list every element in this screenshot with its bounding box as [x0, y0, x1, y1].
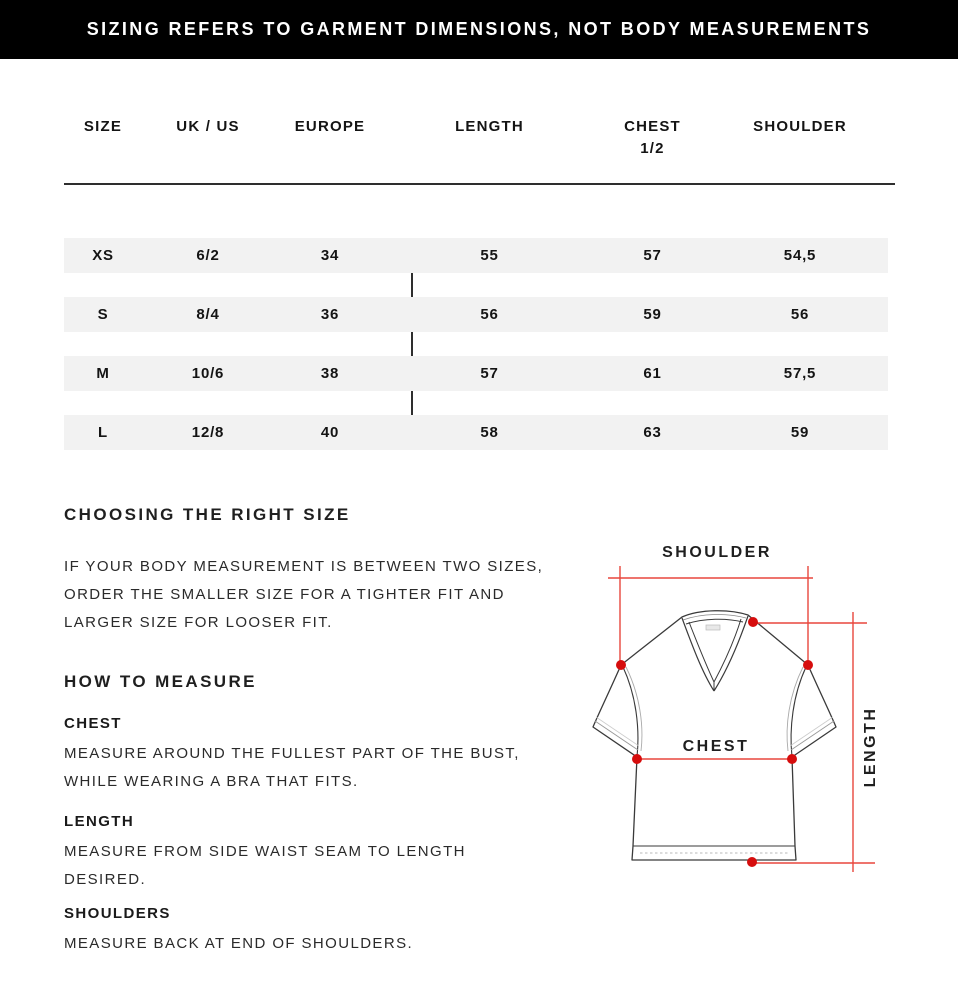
diagram-chest-label: CHEST: [682, 738, 750, 755]
column-header-length: LENGTH: [455, 118, 524, 135]
sizing-disclaimer-banner: [0, 0, 958, 59]
cell-length: 55: [480, 247, 499, 264]
sizing-disclaimer-text: SIZING REFERS TO GARMENT DIMENSIONS, NOT BODY MEASUREMENTS: [86, 19, 872, 39]
cell-chest-half: 61: [643, 365, 662, 382]
column-header-chest-half: CHEST 1/2: [624, 118, 681, 157]
choosing-size-heading: CHOOSING THE RIGHT SIZE: [64, 505, 351, 524]
collar-label: [706, 625, 720, 630]
cell-uk-us: 12/8: [191, 424, 225, 441]
chest-instructions: MEASURE AROUND THE FULLEST PART OF THE BUST, WHILE WEARING A BRA THAT FITS.: [64, 745, 520, 790]
cell-uk-us: 10/6: [191, 365, 225, 382]
how-to-measure-heading: HOW TO MEASURE: [64, 672, 257, 691]
choosing-size-paragraph: IF YOUR BODY MEASUREMENT IS BETWEEN TWO SIZES, ORDER THE SMALLER SIZE FOR A TIGHTER FIT AND LARGER SIZE FOR LOOSER FIT.: [64, 558, 544, 631]
table-row-s: [64, 297, 888, 332]
cell-size: XS: [92, 247, 114, 264]
length-instructions: MEASURE FROM SIDE WAIST SEAM TO LENGTH DESIRED.: [64, 843, 466, 888]
column-header-size: SIZE: [83, 118, 123, 135]
cell-length: 58: [480, 424, 499, 441]
header-underline: [64, 183, 895, 185]
table-row-xs: [64, 238, 888, 273]
cell-size: L: [98, 424, 108, 441]
cell-shoulder: 57,5: [783, 365, 817, 382]
shoulders-subheading: SHOULDERS: [64, 905, 171, 922]
length-subheading: LENGTH: [64, 813, 135, 830]
cell-europe: 34: [320, 247, 340, 264]
cell-europe: 38: [320, 365, 340, 382]
diagram-length-label: LENGTH: [862, 706, 879, 788]
cell-uk-us: 8/4: [196, 306, 220, 323]
cell-europe: 36: [320, 306, 340, 323]
cell-length: 56: [480, 306, 499, 323]
cell-size: M: [96, 365, 110, 382]
cell-chest-half: 63: [643, 424, 662, 441]
cell-shoulder: 54,5: [783, 247, 817, 264]
cell-shoulder: 56: [790, 306, 810, 323]
cell-shoulder: 59: [790, 424, 810, 441]
cell-chest-half: 57: [643, 247, 662, 264]
table-row-m: [64, 356, 888, 391]
cell-chest-half: 59: [643, 306, 662, 323]
shoulders-instructions: MEASURE BACK AT END OF SHOULDERS.: [64, 935, 414, 952]
cell-uk-us: 6/2: [196, 247, 220, 264]
chest-subheading: CHEST: [64, 715, 122, 732]
diagram-shoulder-label: SHOULDER: [662, 544, 772, 561]
column-header-uk-us: UK / US: [176, 118, 240, 135]
cell-europe: 40: [320, 424, 340, 441]
size-table-header: [64, 116, 888, 160]
cell-size: S: [97, 306, 109, 323]
tshirt-measurement-diagram: [570, 530, 958, 895]
column-header-shoulder: SHOULDER: [753, 118, 847, 135]
tshirt-illustration: [593, 611, 836, 860]
column-header-europe: EUROPE: [294, 118, 366, 135]
cell-length: 57: [480, 365, 499, 382]
table-row-l: [64, 415, 888, 450]
